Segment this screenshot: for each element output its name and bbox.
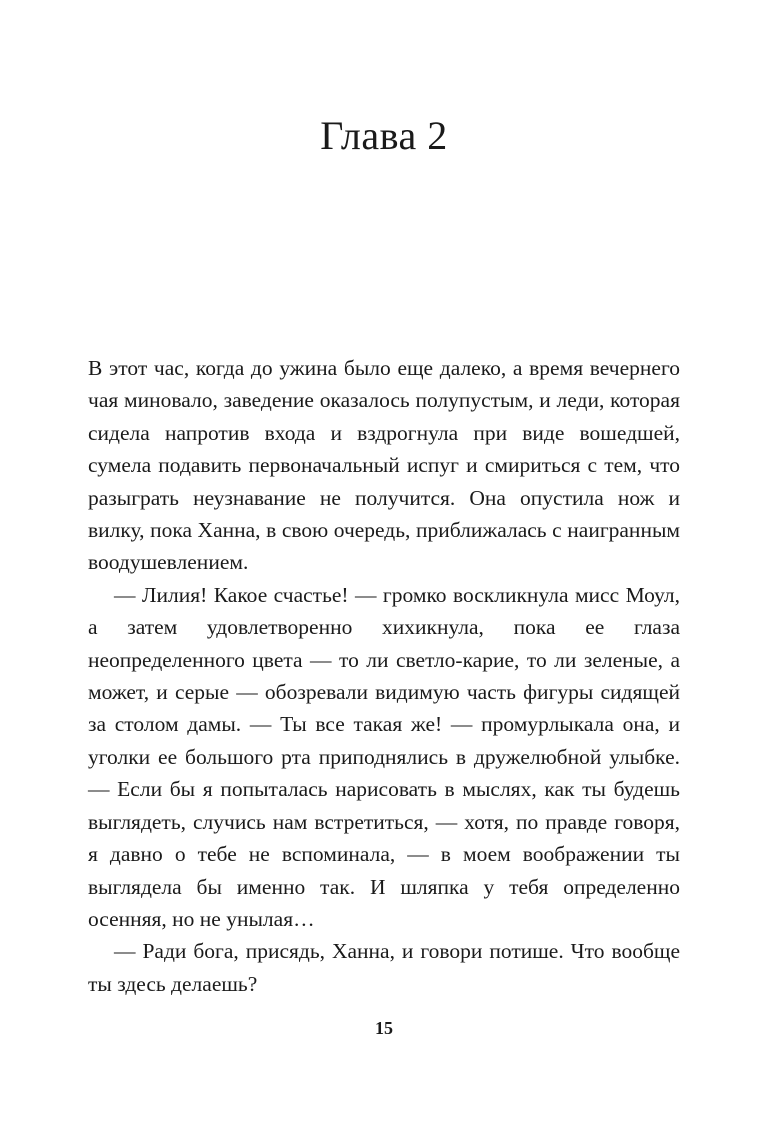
paragraph-2: — Лилия! Какое счастье! — громко воскликнула мисс Моул, а затем удовлетворенно хихикнула, пока ее глаза неопределенного цвета — то ли светло-карие, то ли зеленые, а может, и серые — обозревали видимую часть фигуры сидящей за столом дамы. — Ты все такая же! — промурлыкала она, и уголки ее большого рта приподнялись в дружелюбной улыбке. — Если бы я попыталась нарисовать в мыслях, как ты будешь выглядеть, случись нам встретиться, — хотя, по правде говоря, я давно о тебе не вспоминала, — в моем воображении ты выглядела бы именно так. И шляпка у тебя определенно осенняя, но не унылая… — [88, 582, 680, 931]
paragraph-1: В этот час, когда до ужина было еще далеко, а время вечернего чая миновало, заведение оказалось полупустым, и леди, которая сидела напротив входа и вздрогнула при виде вошедшей, сумела подавить первоначальный испуг и смириться с тем, что разыграть неузнавание не получится. Она опустила нож и вилку, пока Ханна, в свою очередь, приближалась с наигранным воодушевлением. — [88, 356, 680, 575]
paragraph-3: — Ради бога, присядь, Ханна, и говори потише. Что вообще ты здесь делаешь? — [88, 939, 680, 996]
page-number: 15 — [375, 1018, 393, 1038]
chapter-body — [88, 352, 680, 1000]
chapter-title: Глава 2 — [320, 113, 448, 158]
